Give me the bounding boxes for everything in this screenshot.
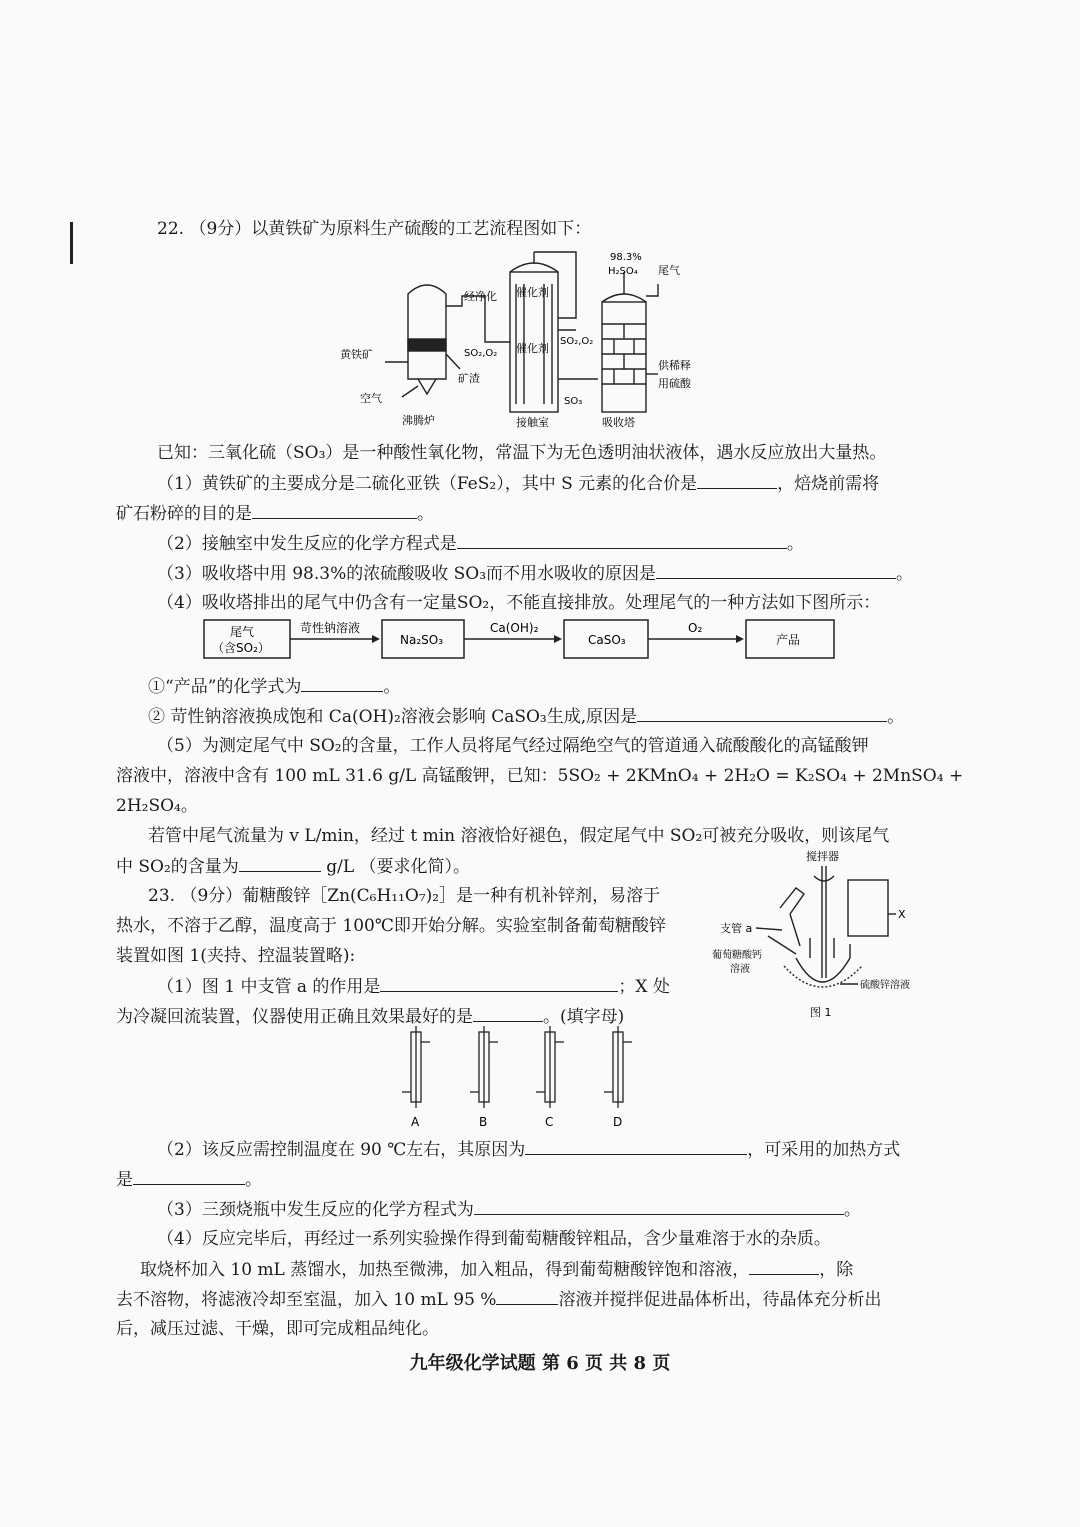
answer-blank[interactable] (697, 472, 777, 489)
sulfuric-acid-process-diagram (340, 244, 720, 438)
q22-p4: （4）吸收塔排出的尾气中仍含有一定量SO₂，不能直接排放。处理尾气的一种方法如下图所示： (157, 593, 881, 613)
q22-p4-2-text: ② 苛性钠溶液换成饱和 Ca(OH)₂溶液会影响 CaSO₃生成,原因是 (148, 707, 638, 727)
label-pyrite: 黄铁矿 (340, 348, 373, 361)
fig1-znso4: 硫酸锌溶液 (860, 980, 910, 991)
answer-blank[interactable] (525, 1138, 747, 1155)
answer-blank[interactable] (496, 1288, 558, 1305)
q22-p5-f-text: g/L （要求化简）。 (326, 857, 471, 877)
scan-mark (70, 222, 73, 264)
q23-intro-2: 热水，不溶于乙醇，温度高于 100℃即开始分解。实验室制备葡萄糖酸锌 (116, 916, 666, 936)
tail-gas-treatment-diagram (200, 614, 840, 668)
q23-q2-text-b: ，可采用的加热方式 (747, 1140, 901, 1160)
q23-q4-line3 (116, 1288, 881, 1311)
fig1-stirrer: 搅拌器 (806, 850, 839, 863)
flow2-arrow3: O₂ (688, 621, 703, 635)
q23-q1-text-b: ；X 处 (618, 977, 670, 997)
q22-p4-1: ①“产品”的化学式为 。 (148, 677, 401, 697)
q23-q1-text-c: 为冷凝回流装置，仪器使用正确且效果最好的是 (116, 1007, 473, 1027)
q23-q4-text-d: 去不溶物，将滤液冷却至室温，加入 10 mL 95 % (116, 1290, 497, 1310)
label-air: 空气 (360, 392, 382, 405)
q22-title: 22. （9分）以黄铁矿为原料生产硫酸的工艺流程图如下： (157, 219, 592, 239)
fig1-caption: 图 1 (810, 1006, 832, 1019)
condenser-label: A (411, 1115, 420, 1129)
q23-intro-1: 23. （9分）葡糖酸锌［Zn(C₆H₁₁O₇)₂］是一种有机补锌剂，易溶于 (148, 886, 661, 906)
label-dilute-1: 供稀释 (658, 359, 691, 372)
figure-1-apparatus (710, 848, 940, 1032)
label-catalyst-2: 催化剂 (516, 342, 549, 355)
q22-p4-2: ② 苛性钠溶液换成饱和 Ca(OH)₂溶液会影响 CaSO₃生成,原因是 。 (148, 707, 905, 727)
label-h2so4: H₂SO₄ (608, 266, 638, 277)
q23-q4-a: （4）反应完毕后，再经过一系列实验操作得到葡萄糖酸锌粗品，含少量难溶于水的杂质。 (157, 1229, 831, 1249)
label-so3: SO₃ (564, 396, 583, 407)
flow2-box1-b: （含SO₂） (212, 641, 270, 655)
answer-blank[interactable] (380, 975, 618, 992)
q23-intro-3: 装置如图 1(夹持、控温装置略): (116, 946, 356, 966)
label-so2o2-1: SO₂,O₂ (464, 348, 498, 359)
q22-p2-text: （2）接触室中发生反应的化学方程式是 (157, 534, 457, 554)
q23-q4-text-e: 溶液并搅拌促进晶体析出，待晶体充分析出 (558, 1290, 882, 1310)
q22-p1-text-c: 矿石粉碎的目的是 (116, 504, 252, 524)
q22-known: 已知：三氧化硫（SO₃）是一种酸性氧化物，常温下为无色透明油状液体，遇水反应放出大量热。 (157, 443, 887, 463)
q22-p1-line1 (157, 472, 879, 495)
q23-q2-text-a: （2）该反应需控制温度在 90 ℃左右，其原因为 (157, 1140, 526, 1160)
condenser-label: C (545, 1115, 554, 1129)
answer-blank[interactable] (637, 705, 887, 722)
answer-blank[interactable] (301, 675, 383, 692)
q22-p5-a: （5）为测定尾气中 SO₂的含量，工作人员将尾气经过隔绝空气的管道通入硫酸酸化的高锰酸钾 (157, 736, 869, 756)
label-tower: 吸收塔 (602, 416, 635, 429)
answer-blank[interactable] (252, 502, 417, 519)
answer-blank[interactable] (457, 532, 787, 549)
answer-blank[interactable] (749, 1258, 819, 1275)
answer-blank[interactable] (473, 1005, 543, 1022)
q22-p5-e-line (116, 855, 470, 878)
flow2-arrow2: Ca(OH)₂ (490, 621, 539, 635)
label-acid-conc: 98.3% (610, 252, 642, 263)
answer-blank[interactable] (239, 855, 321, 872)
q22-p1-line2: 矿石粉碎的目的是 。 (116, 504, 434, 524)
answer-blank[interactable] (133, 1168, 245, 1185)
condenser-label: B (479, 1115, 488, 1129)
q22-p1-text-a: （1）黄铁矿的主要成分是二硫化亚铁（FeS₂），其中 S 元素的化合价是 (157, 474, 698, 494)
q23-q3-text: （3）三颈烧瓶中发生反应的化学方程式为 (157, 1200, 474, 1220)
page-footer: 九年级化学试题 第 6 页 共 8 页 (409, 1353, 671, 1374)
q23-q2-text-c: 是 (116, 1170, 133, 1190)
q22-p1-text-b: ，焙烧前需将 (777, 474, 880, 494)
answer-blank[interactable] (474, 1198, 844, 1215)
label-purify: 经净化 (464, 290, 497, 303)
flow2-box4: 产品 (776, 633, 801, 647)
q23-q4-f: 后，减压过滤、干燥，即可完成粗品纯化。 (116, 1319, 439, 1339)
q22-p3-text: （3）吸收塔中用 98.3%的浓硫酸吸收 SO₃而不用水吸收的原因是 (157, 564, 657, 584)
flow2-box1-a: 尾气 (230, 625, 255, 639)
boiling-furnace-icon (408, 285, 446, 379)
fig1-branch: 支管 a (720, 922, 753, 935)
condenser-options (390, 1024, 650, 1136)
q22-p4-1-text: ①“产品”的化学式为 (148, 677, 302, 697)
label-contact: 接触室 (516, 416, 549, 429)
flow2-box3: CaSO₃ (588, 633, 626, 647)
fig1-gluconate-2: 溶液 (730, 964, 750, 975)
label-so2o2-2: SO₂,O₂ (560, 336, 594, 347)
label-furnace: 沸腾炉 (402, 414, 435, 427)
q22-p2: （2）接触室中发生反应的化学方程式是 。 (157, 534, 804, 554)
q23-q1-text-d: 。(填字母) (543, 1007, 625, 1027)
q23-q4-text-c: ，除 (819, 1260, 854, 1280)
label-tail-gas: 尾气 (658, 264, 680, 277)
flow2-box2: Na₂SO₃ (400, 633, 444, 647)
label-catalyst-1: 催化剂 (516, 286, 549, 299)
q23-q3: （3）三颈烧瓶中发生反应的化学方程式为 。 (157, 1200, 861, 1220)
q23-q4-text-b: 取烧杯加入 10 mL 蒸馏水，加热至微沸，加入粗品，得到葡萄糖酸锌饱和溶液， (140, 1260, 750, 1280)
label-dilute-2: 用硫酸 (658, 377, 691, 390)
q22-p5-d: 若管中尾气流量为 v L/min，经过 t min 溶液恰好褪色，假定尾气中 SO₂可被充分吸收，则该尾气 (148, 826, 890, 846)
condenser-label: D (613, 1115, 623, 1129)
q23-q2-line1 (157, 1138, 900, 1161)
q23-q2-line2: 是 。 (116, 1170, 262, 1190)
answer-blank[interactable] (656, 562, 896, 579)
q23-q1-line1 (157, 975, 670, 998)
fig1-x: X (898, 908, 906, 921)
fig1-gluconate-1: 葡萄糖酸钙 (712, 950, 762, 961)
q23-q4-line2 (140, 1258, 853, 1281)
q22-p5-e-text: 中 SO₂的含量为 (116, 857, 239, 877)
flow2-arrow1: 苛性钠溶液 (300, 621, 361, 635)
q22-p3: （3）吸收塔中用 98.3%的浓硫酸吸收 SO₃而不用水吸收的原因是 。 (157, 564, 914, 584)
q22-p5-b: 溶液中，溶液中含有 100 mL 31.6 g/L 高锰酸钾，已知：5SO₂ + 2KMnO₄ + 2H₂O = K₂SO₄ + 2MnSO₄ + (116, 766, 964, 786)
q23-q1-text-a: （1）图 1 中支管 a 的作用是 (157, 977, 381, 997)
q22-p5-c: 2H₂SO₄。 (116, 796, 198, 816)
label-slag: 矿渣 (458, 372, 480, 385)
